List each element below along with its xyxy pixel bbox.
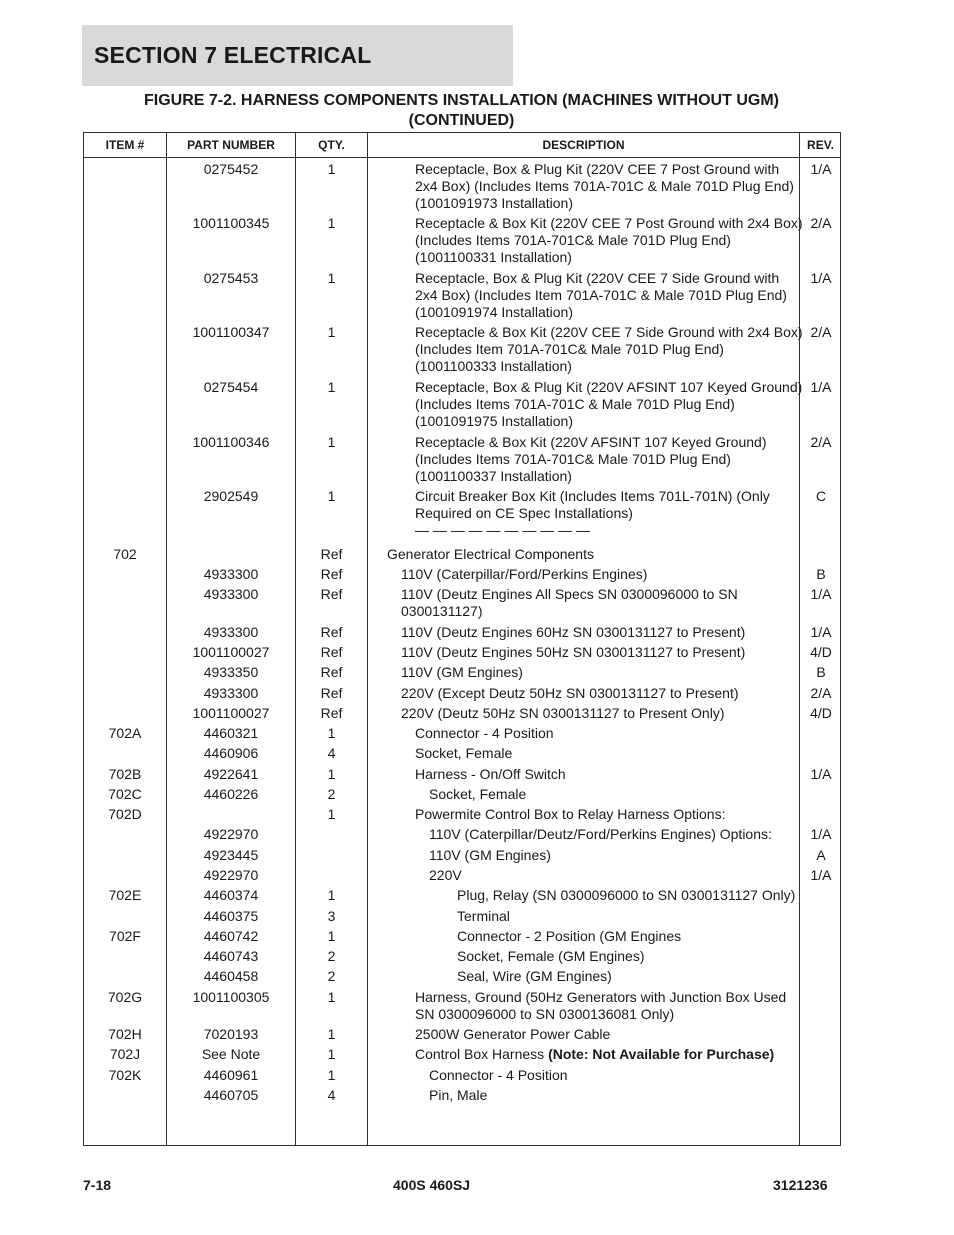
description-text: 220V (Except Deutz 50Hz SN 0300131127 to Present) bbox=[401, 685, 739, 701]
description-text: Plug, Relay (SN 0300096000 to SN 0300131127 Only) bbox=[457, 887, 796, 903]
footer-doc-number: 3121236 bbox=[773, 1177, 828, 1193]
figure-title bbox=[83, 91, 840, 131]
qty-cell: 2 bbox=[327, 786, 336, 802]
description-text: 110V (GM Engines) bbox=[429, 847, 551, 863]
description-cell bbox=[401, 586, 804, 620]
description-text: Generator Electrical Components bbox=[387, 546, 594, 562]
description-cell bbox=[457, 908, 804, 925]
description-cell bbox=[415, 379, 804, 430]
description-text: Control Box Harness bbox=[415, 1046, 549, 1062]
qty-cell: Ref bbox=[320, 586, 343, 602]
qty-cell: 1 bbox=[327, 379, 336, 395]
item-cell: 702H bbox=[108, 1026, 142, 1042]
part-number-cell: 4460961 bbox=[203, 1067, 259, 1083]
qty-cell: 1 bbox=[327, 766, 336, 782]
description-text: 110V (GM Engines) bbox=[401, 664, 523, 680]
qty-cell: Ref bbox=[320, 664, 343, 680]
description-text: Socket, Female (GM Engines) bbox=[457, 948, 645, 964]
rev-cell: B bbox=[816, 664, 826, 680]
part-number-cell: 4460374 bbox=[203, 887, 259, 903]
column-divider bbox=[367, 133, 368, 1145]
description-cell bbox=[387, 546, 804, 563]
qty-cell: 1 bbox=[327, 215, 336, 231]
part-number-cell: 4922970 bbox=[203, 826, 259, 842]
description-cell bbox=[401, 624, 804, 641]
part-number-cell: 4460743 bbox=[203, 948, 259, 964]
part-number-cell: 1001100027 bbox=[192, 644, 270, 660]
description-cell bbox=[415, 324, 804, 375]
description-text: 110V (Deutz Engines 60Hz SN 0300131127 to Present) bbox=[401, 624, 746, 640]
part-number-cell: 4933300 bbox=[203, 586, 259, 602]
description-note: (Note: Not Available for Purchase) bbox=[548, 1046, 775, 1062]
footer-page-number: 7-18 bbox=[83, 1177, 112, 1193]
part-number-cell: See Note bbox=[201, 1046, 261, 1062]
header-item: ITEM # bbox=[105, 138, 145, 152]
part-number-cell: 0275453 bbox=[203, 270, 259, 286]
description-cell bbox=[401, 644, 804, 661]
header-divider bbox=[84, 157, 840, 158]
qty-cell: 1 bbox=[327, 270, 336, 286]
qty-cell: 1 bbox=[327, 324, 336, 340]
section-title: SECTION 7 ELECTRICAL bbox=[94, 42, 372, 68]
section-banner bbox=[82, 25, 513, 86]
part-number-cell: 4460321 bbox=[203, 725, 259, 741]
part-number-cell: 4933350 bbox=[203, 664, 259, 680]
qty-cell: 1 bbox=[327, 488, 336, 504]
part-number-cell: 4460742 bbox=[203, 928, 259, 944]
rev-cell: B bbox=[816, 566, 826, 582]
item-cell: 702C bbox=[108, 786, 142, 802]
part-number-cell: 1001100345 bbox=[192, 215, 270, 231]
figure-title-line2: (CONTINUED) bbox=[408, 112, 515, 129]
parts-table bbox=[83, 132, 841, 1146]
figure-title-line1: FIGURE 7-2. HARNESS COMPONENTS INSTALLATION (MACHINES WITHOUT UGM) bbox=[144, 92, 779, 109]
description-text: Terminal bbox=[457, 908, 510, 924]
description-text: Connector - 4 Position bbox=[429, 1067, 568, 1083]
description-text: Receptacle, Box & Plug Kit (220V CEE 7 Side Ground with 2x4 Box) (Includes Item 701A-701C & Male 701D Plug End) (1001091974 Installation) bbox=[415, 270, 787, 320]
description-cell bbox=[401, 685, 804, 702]
description-text: Harness, Ground (50Hz Generators with Junction Box Used SN 0300096000 to SN 0300136081 Only) bbox=[415, 989, 787, 1022]
header-rev: REV. bbox=[807, 138, 834, 152]
description-text: Receptacle & Box Kit (220V CEE 7 Side Ground with 2x4 Box) (Includes Item 701A-701C& Male 701D Plug End) (1001100333 Installation) bbox=[415, 324, 803, 374]
description-text: Powermite Control Box to Relay Harness Options: bbox=[415, 806, 726, 822]
description-cell bbox=[457, 928, 804, 945]
part-number-cell: 4460906 bbox=[203, 745, 259, 761]
description-text: Seal, Wire (GM Engines) bbox=[457, 968, 612, 984]
item-cell: 702D bbox=[108, 806, 142, 822]
part-number-cell: 4460705 bbox=[203, 1087, 259, 1103]
qty-cell: 1 bbox=[327, 887, 336, 903]
qty-cell: 1 bbox=[327, 1067, 336, 1083]
description-cell bbox=[415, 215, 804, 266]
footer-model: 400S 460SJ bbox=[393, 1177, 471, 1193]
description-text: 220V (Deutz 50Hz SN 0300131127 to Present Only) bbox=[401, 705, 725, 721]
part-number-cell: 1001100305 bbox=[192, 989, 270, 1005]
item-cell: 702J bbox=[109, 1046, 141, 1062]
description-text: Harness - On/Off Switch bbox=[415, 766, 566, 782]
item-cell: 702B bbox=[108, 766, 142, 782]
description-text: Connector - 2 Position (GM Engines bbox=[457, 928, 682, 944]
item-cell: 702A bbox=[108, 725, 142, 741]
description-cell bbox=[415, 522, 804, 539]
qty-cell: 2 bbox=[327, 948, 336, 964]
description-text: 2500W Generator Power Cable bbox=[415, 1026, 611, 1042]
description-cell bbox=[401, 664, 804, 681]
rev-cell: 4/D bbox=[810, 644, 832, 660]
rev-cell: 1/A bbox=[810, 161, 832, 177]
description-text: 110V (Caterpillar/Deutz/Ford/Perkins Engines) Options: bbox=[429, 826, 772, 842]
description-cell bbox=[415, 434, 804, 485]
description-cell bbox=[401, 705, 804, 722]
rev-cell: 1/A bbox=[810, 766, 832, 782]
qty-cell: 1 bbox=[327, 1026, 336, 1042]
qty-cell: 3 bbox=[327, 908, 336, 924]
part-number-cell: 7020193 bbox=[203, 1026, 259, 1042]
qty-cell: 4 bbox=[327, 1087, 336, 1103]
part-number-cell: 1001100346 bbox=[192, 434, 270, 450]
description-text: 110V (Caterpillar/Ford/Perkins Engines) bbox=[401, 566, 648, 582]
rev-cell: 1/A bbox=[810, 867, 832, 883]
qty-cell: 1 bbox=[327, 1046, 336, 1062]
description-cell bbox=[429, 867, 804, 884]
qty-cell: Ref bbox=[320, 705, 343, 721]
part-number-cell: 4460226 bbox=[203, 786, 259, 802]
item-cell: 702K bbox=[108, 1067, 142, 1083]
description-cell bbox=[415, 806, 804, 823]
description-cell bbox=[429, 847, 804, 864]
part-number-cell: 1001100027 bbox=[192, 705, 270, 721]
qty-cell: 1 bbox=[327, 989, 336, 1005]
header-description: DESCRIPTION bbox=[542, 138, 625, 152]
description-text: 110V (Deutz Engines All Specs SN 0300096000 to SN 0300131127) bbox=[401, 586, 738, 619]
description-cell bbox=[401, 566, 804, 583]
rev-cell: 4/D bbox=[810, 705, 832, 721]
part-number-cell: 4933300 bbox=[203, 566, 259, 582]
qty-cell: Ref bbox=[320, 685, 343, 701]
rev-cell: C bbox=[815, 488, 827, 504]
qty-cell: 1 bbox=[327, 928, 336, 944]
rev-cell: 2/A bbox=[810, 434, 832, 450]
part-number-cell: 4460375 bbox=[203, 908, 259, 924]
description-cell bbox=[429, 1067, 804, 1084]
item-cell: 702E bbox=[108, 887, 142, 903]
part-number-cell: 2902549 bbox=[203, 488, 259, 504]
part-number-cell: 4933300 bbox=[203, 624, 259, 640]
qty-cell: 1 bbox=[327, 806, 336, 822]
description-cell bbox=[457, 948, 804, 965]
description-cell bbox=[429, 826, 804, 843]
qty-cell: Ref bbox=[320, 624, 343, 640]
description-text: 220V bbox=[429, 867, 462, 883]
qty-cell: 1 bbox=[327, 725, 336, 741]
description-text: Socket, Female bbox=[415, 745, 513, 761]
part-number-cell: 0275452 bbox=[203, 161, 259, 177]
item-cell: 702G bbox=[107, 989, 143, 1005]
rev-cell: 1/A bbox=[810, 379, 832, 395]
rev-cell: 2/A bbox=[810, 685, 832, 701]
qty-cell: Ref bbox=[320, 566, 343, 582]
description-cell bbox=[457, 968, 804, 985]
header-qty: QTY. bbox=[318, 138, 345, 152]
description-text: — — — — — — — — — — bbox=[415, 522, 591, 538]
qty-cell: 1 bbox=[327, 434, 336, 450]
description-cell bbox=[415, 1026, 804, 1043]
description-text: Connector - 4 Position bbox=[415, 725, 554, 741]
qty-cell: Ref bbox=[320, 644, 343, 660]
description-text: Receptacle, Box & Plug Kit (220V AFSINT 107 Keyed Ground) (Includes Items 701A-701C & Male 701D Plug End) (1001091975 Installation) bbox=[415, 379, 803, 429]
part-number-cell: 4923445 bbox=[203, 847, 259, 863]
part-number-cell: 4922970 bbox=[203, 867, 259, 883]
description-cell bbox=[415, 161, 804, 212]
qty-cell: Ref bbox=[320, 546, 343, 562]
qty-cell: 1 bbox=[327, 161, 336, 177]
description-cell bbox=[415, 1046, 804, 1063]
description-cell bbox=[429, 786, 804, 803]
rev-cell: 1/A bbox=[810, 270, 832, 286]
description-cell bbox=[457, 887, 804, 904]
description-text: Receptacle & Box Kit (220V CEE 7 Post Ground with 2x4 Box) (Includes Items 701A-701C& Male 701D Plug End) (1001100331 Installation) bbox=[415, 215, 803, 265]
rev-cell: 1/A bbox=[810, 624, 832, 640]
part-number-cell: 4922641 bbox=[203, 766, 259, 782]
description-text: Receptacle & Box Kit (220V AFSINT 107 Keyed Ground) (Includes Items 701A-701C& Male 701D Plug End) (1001100337 Installation) bbox=[415, 434, 767, 484]
rev-cell: 1/A bbox=[810, 586, 832, 602]
description-cell bbox=[415, 989, 804, 1023]
part-number-cell: 0275454 bbox=[203, 379, 259, 395]
description-cell bbox=[429, 1087, 804, 1104]
description-text: Receptacle, Box & Plug Kit (220V CEE 7 Post Ground with 2x4 Box) (Includes Items 701A-701C & Male 701D Plug End) (1001091973 Installation) bbox=[415, 161, 794, 211]
item-cell: 702F bbox=[109, 928, 141, 944]
description-text: Socket, Female bbox=[429, 786, 527, 802]
header-part-number: PART NUMBER bbox=[187, 138, 275, 152]
description-cell bbox=[415, 270, 804, 321]
rev-cell: 2/A bbox=[810, 324, 832, 340]
description-text: Pin, Male bbox=[429, 1087, 488, 1103]
description-cell bbox=[415, 745, 804, 762]
description-cell bbox=[415, 725, 804, 742]
part-number-cell: 1001100347 bbox=[192, 324, 270, 340]
part-number-cell: 4933300 bbox=[203, 685, 259, 701]
description-text: Circuit Breaker Box Kit (Includes Items 701L-701N) (Only Required on CE Spec Installations) bbox=[415, 488, 770, 521]
rev-cell: A bbox=[816, 847, 826, 863]
item-cell: 702 bbox=[113, 546, 137, 562]
qty-cell: 2 bbox=[327, 968, 336, 984]
part-number-cell: 4460458 bbox=[203, 968, 259, 984]
description-cell bbox=[415, 488, 804, 522]
qty-cell: 4 bbox=[327, 745, 336, 761]
description-text: 110V (Deutz Engines 50Hz SN 0300131127 to Present) bbox=[401, 644, 746, 660]
rev-cell: 1/A bbox=[810, 826, 832, 842]
rev-cell: 2/A bbox=[810, 215, 832, 231]
description-cell bbox=[415, 766, 804, 783]
